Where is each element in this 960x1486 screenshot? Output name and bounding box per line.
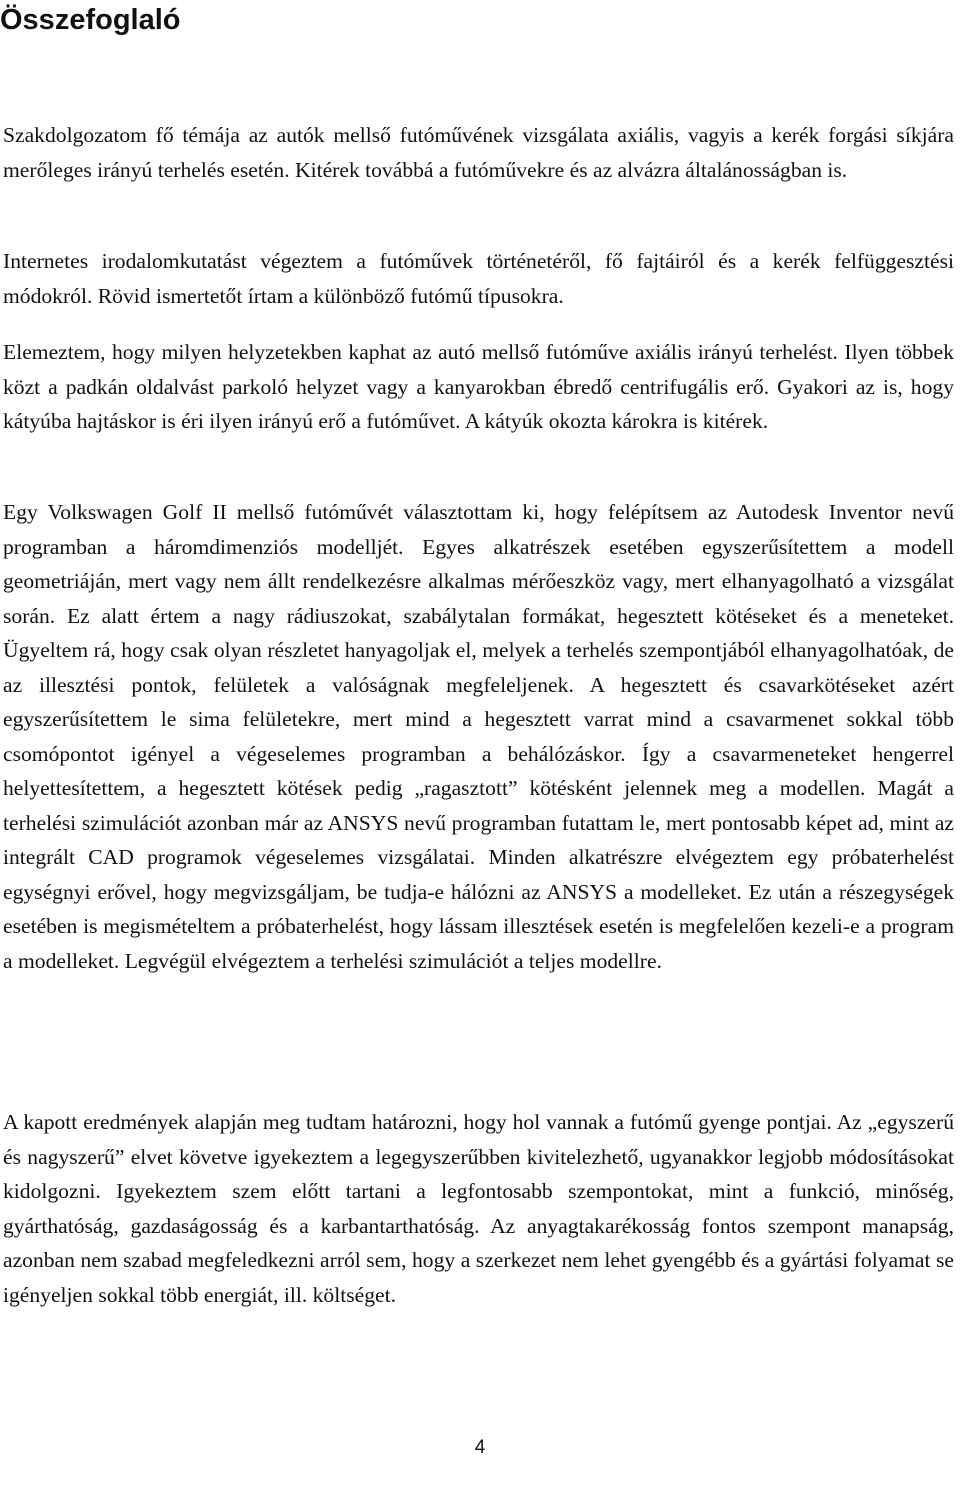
paragraph-literature: Internetes irodalomkutatást végeztem a futóművek történetéről, fő fajtáiról és a kerék felfüggesztési módokról. Rövid ismertetőt írtam a különböző futómű típusokra. [3,249,954,308]
paragraph-results: A kapott eredmények alapján meg tudtam határozni, hogy hol vannak a futómű gyenge pontjai. Az „egyszerű és nagyszerű” elvet követve igyekeztem a legegyszerűbben kivitelezhető, ugyanakkor legjobb módosításokat kidolgozni. Igyekeztem szem előtt tartani a legfontosabb szempontokat, mint a funkció, minőség, gyárthatóság, gazdaságosság és a karbantarthatóság. Az anyagtakarékosság fontos szempont manapság, azonban nem szabad megfeledkezni arról sem, hogy a szerkezet nem lehet gyengébb és a gyártási folyamat se igényeljen sokkal több energiát, ill. költséget. [3,1110,954,1307]
page-number: 4 [474,1437,486,1458]
paragraph-modeling: Egy Volkswagen Golf II mellső futóművét választottam ki, hogy felépítsem az Autodesk Inventor nevű programban a háromdimenziós modelljét. Egyes alkatrészek esetében egyszerűsítettem a modell geometriáján, mert vagy nem állt rendelkezésre alkalmas mérőeszköz vagy, mert elhanyagolható a vizsgálat során. Ez alatt értem a nagy rádiuszokat, szabálytalan formákat, hegesztett kötéseket és a meneteket. Ügyeltem rá, hogy csak olyan részletet hanyagoljak el, melyek a terhelés szempontjából elhanyagolhatóak, de az illesztési pontok, felületek a valóságnak megfeleljenek. A hegesztett és csavarkötéseket azért egyszerűsítettem le sima felületekre, mert mind a hegesztett varrat mind a csavarmenet sokkal több csomópontot igényel a végeselemes programban a behálózáskor. Így a csavarmeneteket hengerrel helyettesítettem, a hegesztett kötések pedig „ragasztott” kötésként jelennek meg a modellen. Magát a terhelési szimulációt azonban már az ANSYS nevű programban futattam le, mert pontosabb képet ad, mint az integrált CAD programok végeselemes vizsgálatai. Minden alkatrészre elvégeztem egy próbaterhelést egységnyi erővel, hogy megvizsgáljam, be tudja-e hálózni az ANSYS a modelleket. Ez után a részegységek esetében is megismételtem a próbaterhelést, hogy lássam illesztések esetén is megfelelően kezeli-e a program a modelleket. Legvégül elvégeztem a terhelési szimulációt a teljes modellre. [3,500,954,973]
paragraph-load-analysis: Elemeztem, hogy milyen helyzetekben kaphat az autó mellső futóműve axiális irányú terhelést. Ilyen többek közt a padkán oldalvást parkoló helyzet vagy a kanyarokban ébredő centrifugális erő. Gyakori az is, hogy kátyúba hajtáskor is éri ilyen irányú erő a futóművet. A kátyúk okozta károkra is kitérek. [3,340,954,433]
page-title: Összefoglaló [0,4,181,36]
paragraph-topic: Szakdolgozatom fő témája az autók mellső futóművének vizsgálata axiális, vagyis a kerék forgási síkjára merőleges irányú terhelés esetén. Kitérek továbbá a futóművekre és az alvázra általánosságban is. [3,123,954,182]
